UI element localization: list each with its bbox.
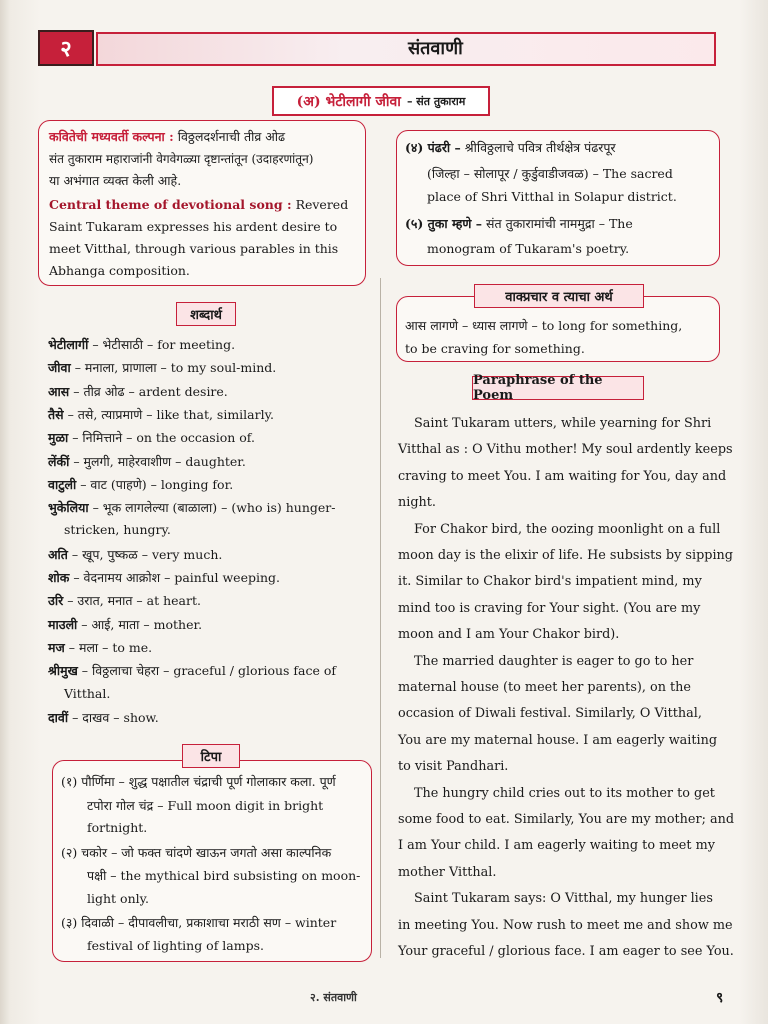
paraphrase-label: Paraphrase of the Poem [472,376,644,400]
glossary-meaning: Vitthal. [64,685,111,701]
glossary-item [48,592,201,609]
paraphrase-line: Saint Tukaram says: O Vitthal, my hunger lies [414,891,713,907]
glossary-word: जीवा [48,360,71,376]
glossary-item [48,429,255,446]
poem-title-box [272,86,490,116]
glossary-word: अति [48,546,68,562]
theme-en-line4: Abhanga composition. [49,263,190,278]
glossary-meaning: – वेदनामय आक्रोश – painful weeping. [73,570,280,585]
note-5-head: (५) तुका म्हणे – [405,216,483,231]
tipa-line: (३) दिवाळी – दीपावलीचा, प्रकाशाचा मराठी सण – winter [61,915,337,930]
notes-continued-box [396,130,720,266]
glossary-word: दावीं [48,709,69,725]
note-5-text1: संत तुकारामांची नाममुद्रा – The [486,216,633,231]
glossary-word: आस [48,383,70,399]
chapter-title: संतवाणी [408,38,463,59]
glossary-word: भेटीलागीं [48,337,89,352]
glossary-meaning: – तीव्र ओढ – ardent desire. [73,383,228,399]
note-4-line1 [405,139,616,156]
theme-en-label: Central theme of devotional song : [49,197,292,212]
glossary-word: लेंकीं [48,453,70,469]
theme-en-text1: Revered [295,197,349,212]
note-4-line3: place of Shri Vitthal in Solapur district. [427,189,677,204]
glossary-meaning: – मुलगी, माहेरवाशीण – daughter. [73,453,246,469]
tipa-box [52,760,372,962]
tipa-line: टपोरा गोल चंद्र – Full moon digit in bright [87,797,324,813]
glossary-item [48,616,202,633]
glossary-item [48,406,274,423]
note-5-line1 [405,215,633,232]
glossary-item [48,383,228,400]
paraphrase-line: For Chakor bird, the oozing moonlight on a full [414,521,721,537]
glossary-meaning: – निमित्ताने – on the occasion of. [72,430,255,446]
paraphrase-line: maternal house (to meet her parents), on the [398,680,691,695]
poem-title: (अ) भेटीलागी जीवा [296,93,401,110]
glossary-word: वाटुली [48,476,77,492]
paraphrase-line: Your graceful / glorious face. I am eager to see You. [398,944,734,959]
tipa-line: (२) चकोर – जो फक्त चांदणे खाऊन जगतो असा काल्पनिक [61,844,332,860]
glossary-meaning: – विठ्ठलाचा चेहरा – graceful / glorious face of [81,663,337,679]
glossary-word: श्रीमुख [48,663,78,679]
glossary-meaning: – मनाला, प्राणाला – to my soul-mind. [74,360,277,376]
glossary-word: शोक [48,570,70,585]
paraphrase-line: mind too is craving for Your sight. (You are my [398,600,701,616]
paraphrase-line: I am Your child. I am eagerly waiting to meet my [398,838,715,854]
idiom-line2: to be craving for something. [405,341,585,356]
column-divider [380,278,381,958]
paraphrase-line: to visit Pandhari. [398,759,509,775]
paraphrase-line: Saint Tukaram utters, while yearning for Shri [414,416,712,431]
theme-mr-line1 [49,127,285,147]
chapter-header [38,30,714,66]
glossary-item [48,546,222,563]
paraphrase-line: occasion of Diwali festival. Similarly, O Vitthal, [398,706,702,722]
theme-en-line2: Saint Tukaram expresses his ardent desire to [49,219,338,234]
glossary-item [48,569,280,586]
theme-mr-line2: संत तुकाराम महाराजांनी वेगवेगळ्या दृष्टान्तांतून (उदाहरणांतून) [49,152,314,166]
paraphrase-line: moon day is the elixir of life. He subsists by sipping [398,548,733,563]
glossary-item [48,709,159,726]
tipa-line: पक्षी – the mythical bird subsisting on moon- [87,868,361,883]
chapter-title-band [96,32,716,66]
glossary-meaning: – दाखव – show. [72,709,159,725]
glossary-meaning: stricken, hungry. [64,522,171,538]
paraphrase-line: You are my maternal house. I am eagerly waiting [398,732,718,748]
paraphrase-line: The hungry child cries out to its mother to get [414,785,715,801]
paraphrase-line: craving to meet You. I am waiting for You, day and [398,468,727,484]
glossary-word: मुळा [48,430,69,446]
glossary-word: मज [48,639,65,655]
idiom-label: वाक्प्रचार व त्याचा अर्थ [474,284,644,308]
paraphrase-line: moon and I am Your Chakor bird). [398,627,620,643]
page-number: ९ [716,990,724,1006]
tipa-line: light only. [87,890,149,906]
glossary-item [48,476,233,493]
theme-en-line3: meet Vitthal, through various parables in this [49,241,339,256]
page-footer [310,990,357,1005]
paraphrase-line: in meeting You. Now rush to meet me and show me [398,917,733,933]
shabdarth-label: शब्दार्थ [176,302,236,326]
central-theme-box [38,120,366,286]
chapter-number-badge: २ [38,30,94,66]
paraphrase-line: Vitthal as : O Vithu mother! My soul ardently keeps [398,442,733,458]
glossary-meaning: – खूप, पुष्कळ – very much. [71,546,223,562]
note-4-text1: श्रीविठ्ठलाचे पवित्र तीर्थक्षेत्र पंढरपूर [464,140,616,155]
glossary-word: माउली [48,616,78,632]
glossary-item [48,453,246,470]
glossary-word: उरि [48,593,64,609]
theme-mr-label: कवितेची मध्यवर्ती कल्पना : [49,129,174,144]
glossary-meaning: – वाट (पाहणे) – longing for. [80,476,234,492]
note-4-head: (४) पंढरी – [405,140,461,155]
paraphrase-line: night. [398,495,436,511]
paraphrase-line: mother Vitthal. [398,864,497,880]
glossary-item [48,639,152,656]
glossary-meaning: – मला – to me. [68,639,153,655]
tipa-line: festival of lighting of lamps. [87,937,264,953]
glossary-meaning: – भूक लागलेल्या (बाळाला) – (who is) hunger- [92,500,336,516]
tipa-line: (१) पौर्णिमा – शुद्ध पक्षातील चंद्राची पूर्ण गोलाकार कला. पूर्ण [61,774,336,789]
glossary-item [48,662,336,679]
glossary-meaning: – आई, माता – mother. [81,616,203,632]
glossary-item [64,686,110,701]
poem-author: – संत तुकाराम [406,94,466,108]
glossary-meaning: – उरात, मनात – at heart. [67,593,201,609]
glossary-item [48,336,235,353]
theme-mr-line3: या अभंगात व्यक्त केली आहे. [49,173,182,188]
paraphrase-line: some food to eat. Similarly, You are my mother; and [398,812,735,827]
glossary-word: तैसे [48,406,64,422]
note-4-line2: (जिल्हा – सोलापूर / कुर्डुवाडीजवळ) – The sacred [427,166,673,181]
paraphrase-line: it. Similar to Chakor bird's impatient mind, my [398,574,702,590]
idiom-line1: आस लागणे – ध्यास लागणे – to long for something, [405,318,683,333]
glossary-item [64,522,171,537]
glossary-item [48,359,276,376]
glossary-meaning: – तसे, त्याप्रमाणे – like that, similarly. [67,406,274,422]
glossary-word: भुकेलिया [48,500,89,516]
theme-mr-text1: विठ्ठलदर्शनाची तीव्र ओढ [177,129,286,144]
theme-en-line1 [49,195,348,215]
note-5-line2: monogram of Tukaram's poetry. [427,241,630,256]
paraphrase-line: The married daughter is eager to go to her [414,653,694,669]
footer-chapter: २. संतवाणी [310,991,357,1004]
tipa-label: टिपा [182,744,240,768]
glossary-item [48,499,335,516]
tipa-line: fortnight. [87,820,148,835]
glossary-meaning: – भेटीसाठी – for meeting. [92,337,236,352]
